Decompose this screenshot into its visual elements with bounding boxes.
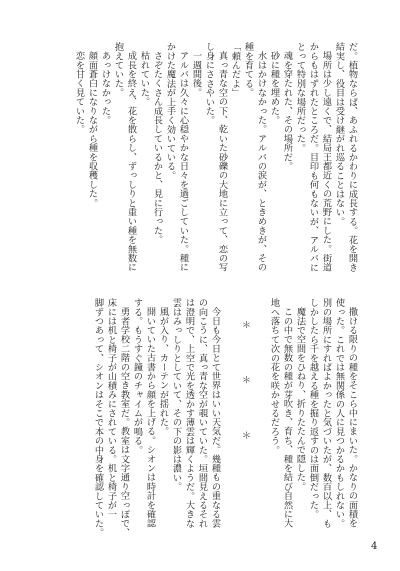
text-line: 魂を穿たれた、その場所だ。	[281, 51, 293, 171]
text-line: 結実し、役目は受け継がれ巡ることはない。	[333, 42, 345, 226]
text-line: 抱えていた。	[112, 42, 124, 98]
text-line: 恋を甘く見ていた。	[73, 51, 85, 134]
text-line: 脚ずつあって、シオンはそこで本の中身を確認していた。	[92, 298, 104, 538]
text-line: の向こうに、真っ青な空が覗いていた。垣間見えるそれ	[196, 298, 208, 528]
text-line: 風が入り、カーテンが揺れた。	[157, 307, 169, 436]
text-line: 砂に種を埋めた。	[268, 51, 280, 125]
text-line: 枯れていた。	[138, 51, 150, 107]
upper-text-tier	[73, 42, 359, 282]
text-line: する。もうすぐ鐘のチャイムが鳴る。	[131, 298, 143, 455]
text-line: 水はかけなかった。アルバの涙が、ときめきが、その	[255, 51, 267, 272]
text-line: 地へ落ちて次の花を咲かせるだろう。	[268, 298, 280, 455]
text-line: あっけなかった。	[99, 51, 111, 125]
text-line: だ。植物ならば、あふれるかわりに成長する。花を開き	[346, 42, 358, 272]
lower-text-tier	[92, 298, 359, 538]
text-line: アルバは久々に心穏やかな日々を過ごしていた。種に	[177, 51, 189, 272]
text-line: 真っ青な空の下、乾いた砂礫の大地に立って、恋の写	[216, 51, 228, 272]
text-line: 床には机と椅子が山積みにされている。机と椅子が一	[105, 298, 117, 519]
text-line: 開いていた古書から顔を上げる。シオンは時計を確認	[144, 307, 156, 528]
text-line: 顔面蒼白になりながら種を収穫した。	[86, 51, 98, 208]
text-line: は澄明で、上空で光を透かす薄雲は輝くようだ。大きな	[183, 298, 195, 528]
text-line: 成長を終え、花を散らし、ずっしりと重い種を無数に	[125, 51, 137, 272]
page-number: 4	[371, 541, 378, 552]
text-line: 今日も今日とて世界はいい天気だ。幾種もの重なる雲	[209, 307, 221, 528]
text-line: 場所は少し遠くで、結局王都近くの荒野にした。街道	[320, 51, 332, 272]
text-line: 勇者学校二階の空き教室だ。教室は文字通り空っぽで、	[118, 307, 130, 538]
text-line: 一週間後。	[190, 51, 202, 98]
text-line: 雲はみっしりとしていて、その下の影は濃い。	[170, 298, 182, 492]
text-line: さぞたくさん成長しているかと、見に行った。	[151, 51, 163, 245]
text-line: しかしたら千を越える種を掘り返すのは面倒だった。	[307, 298, 319, 519]
text-line: し身にささやいた。	[203, 42, 215, 125]
text-line: 使った。これでは無関係の人に見つかるかもしれない。	[333, 298, 345, 528]
dialogue-line: 「頼んだよ」	[229, 42, 241, 98]
text-line: 種を育てる。	[242, 42, 254, 98]
text-line: かけた魔法が上手く効いている。	[164, 42, 176, 180]
text-line: からもはずれたところだ。目印も何もないが、アルバに	[307, 42, 319, 272]
text-line: 撒ける限りの種をそこら中にまいた。かなりの面積を	[346, 307, 358, 528]
scene-break: ＊＊＊	[239, 320, 251, 486]
text-line: 魔法で空間をひねり、折りたたんで隠した。	[294, 307, 306, 492]
text-line: この中で無数の種が芽吹き、育ち、種を結び自然に大	[281, 307, 293, 528]
text-line: 別の場所にすればよかったと気づいたが、数百以上、も	[320, 298, 332, 528]
text-line: とって特別な場所だった。	[294, 42, 306, 153]
